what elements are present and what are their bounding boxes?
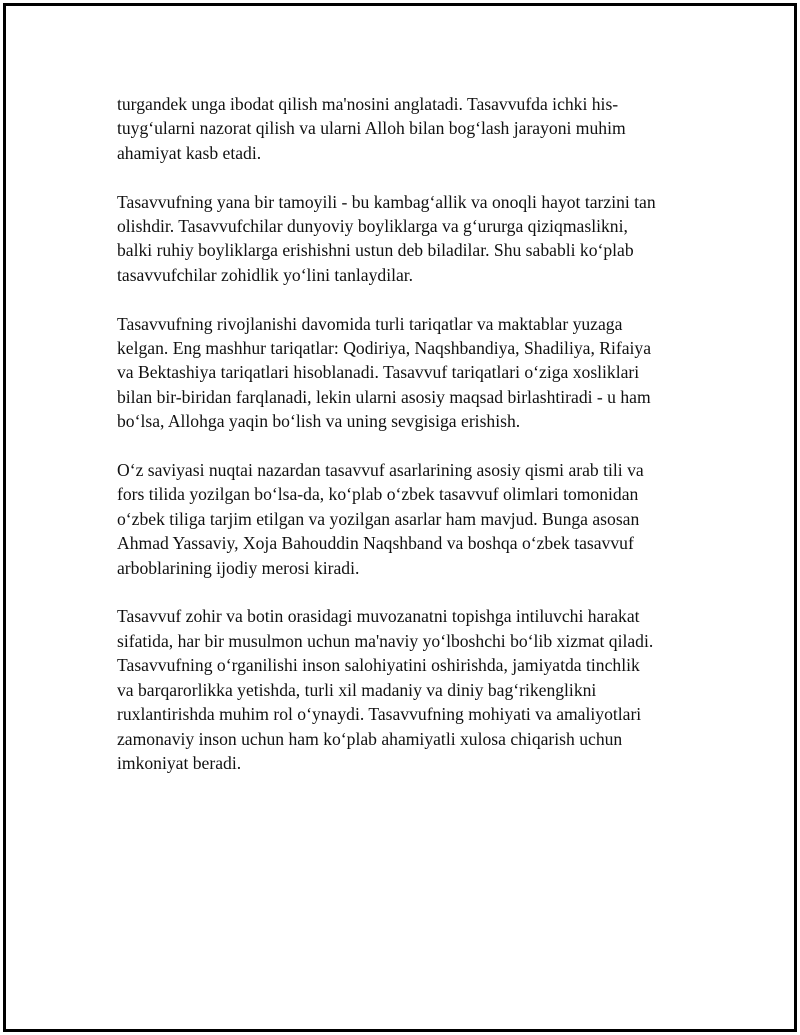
- text-line: kelgan. Eng mashhur tariqatlar: Qodiriya, Naqshbandiya, Shadiliya, Rifaiya: [117, 338, 652, 359]
- text-line: sifatida, har bir musulmon uchun ma'naviy yo‘lboshchi bo‘lib xizmat qiladi.: [117, 630, 654, 651]
- text-line: Tasavvuf zohir va botin orasidagi muvozanatni topishga intiluvchi harakat: [117, 606, 640, 627]
- text-line: balki ruhiy boyliklarga erishishni ustun deb biladilar. Shu sababli ko‘plab: [117, 240, 634, 261]
- paragraph-5: [117, 604, 687, 775]
- text-line: va barqarorlikka yetishda, turli xil madaniy va diniy bag‘rikenglikni: [117, 679, 597, 700]
- paragraph-1: [117, 92, 687, 165]
- document-body: [117, 92, 687, 800]
- text-line: fors tilida yozilgan bo‘lsa-da, ko‘plab o‘zbek tasavvuf olimlari tomonidan: [117, 484, 639, 505]
- text-line: turgandek unga ibodat qilish ma'nosini anglatadi. Tasavvufda ichki his-: [117, 94, 619, 114]
- paragraph-3: [117, 312, 687, 434]
- text-line: arboblarining ijodiy merosi kiradi.: [117, 557, 360, 578]
- text-line: tuyg‘ularni nazorat qilish va ularni Alloh bilan bog‘lash jarayoni muhim: [117, 118, 626, 139]
- text-line: Tasavvufning yana bir tamoyili - bu kambag‘allik va onoqli hayot tarzini tan: [117, 191, 656, 212]
- text-line: bilan bir-biridan farqlanadi, lekin ularni asosiy maqsad birlashtiradi - u ham: [117, 386, 651, 407]
- text-line: imkoniyat beradi.: [117, 752, 242, 773]
- text-line: O‘z saviyasi nuqtai nazardan tasavvuf asarlarining asosiy qismi arab tili va: [117, 460, 644, 481]
- text-line: bo‘lsa, Allohga yaqin bo‘lish va uning sevgisiga erishish.: [117, 411, 521, 432]
- paragraph-2: [117, 190, 687, 288]
- text-line: Tasavvufning o‘rganilishi inson salohiyatini oshirishda, jamiyatda tinchlik: [117, 655, 640, 676]
- text-line: Ahmad Yassaviy, Xoja Bahouddin Naqshband va boshqa o‘zbek tasavvuf: [117, 533, 634, 554]
- text-line: tasavvufchilar zohidlik yo‘lini tanlaydilar.: [117, 264, 414, 285]
- text-line: olishdir. Tasavvufchilar dunyoviy boyliklarga va g‘ururga qiziqmaslikni,: [117, 216, 628, 237]
- text-line: zamonaviy inson uchun ham ko‘plab ahamiyatli xulosa chiqarish uchun: [117, 728, 623, 749]
- text-line: o‘zbek tiliga tarjim etilgan va yozilgan asarlar ham mavjud. Bunga asosan: [117, 508, 640, 529]
- text-line: va Bektashiya tariqatlari hisoblanadi. Tasavvuf tariqatlari o‘ziga xosliklari: [117, 362, 640, 383]
- text-line: ruxlantirishda muhim rol o‘ynaydi. Tasavvufning mohiyati va amaliyotlari: [117, 704, 642, 725]
- text-line: Tasavvufning rivojlanishi davomida turli tariqatlar va maktablar yuzaga: [117, 313, 623, 334]
- text-line: ahamiyat kasb etadi.: [117, 142, 262, 163]
- paragraph-4: [117, 458, 687, 580]
